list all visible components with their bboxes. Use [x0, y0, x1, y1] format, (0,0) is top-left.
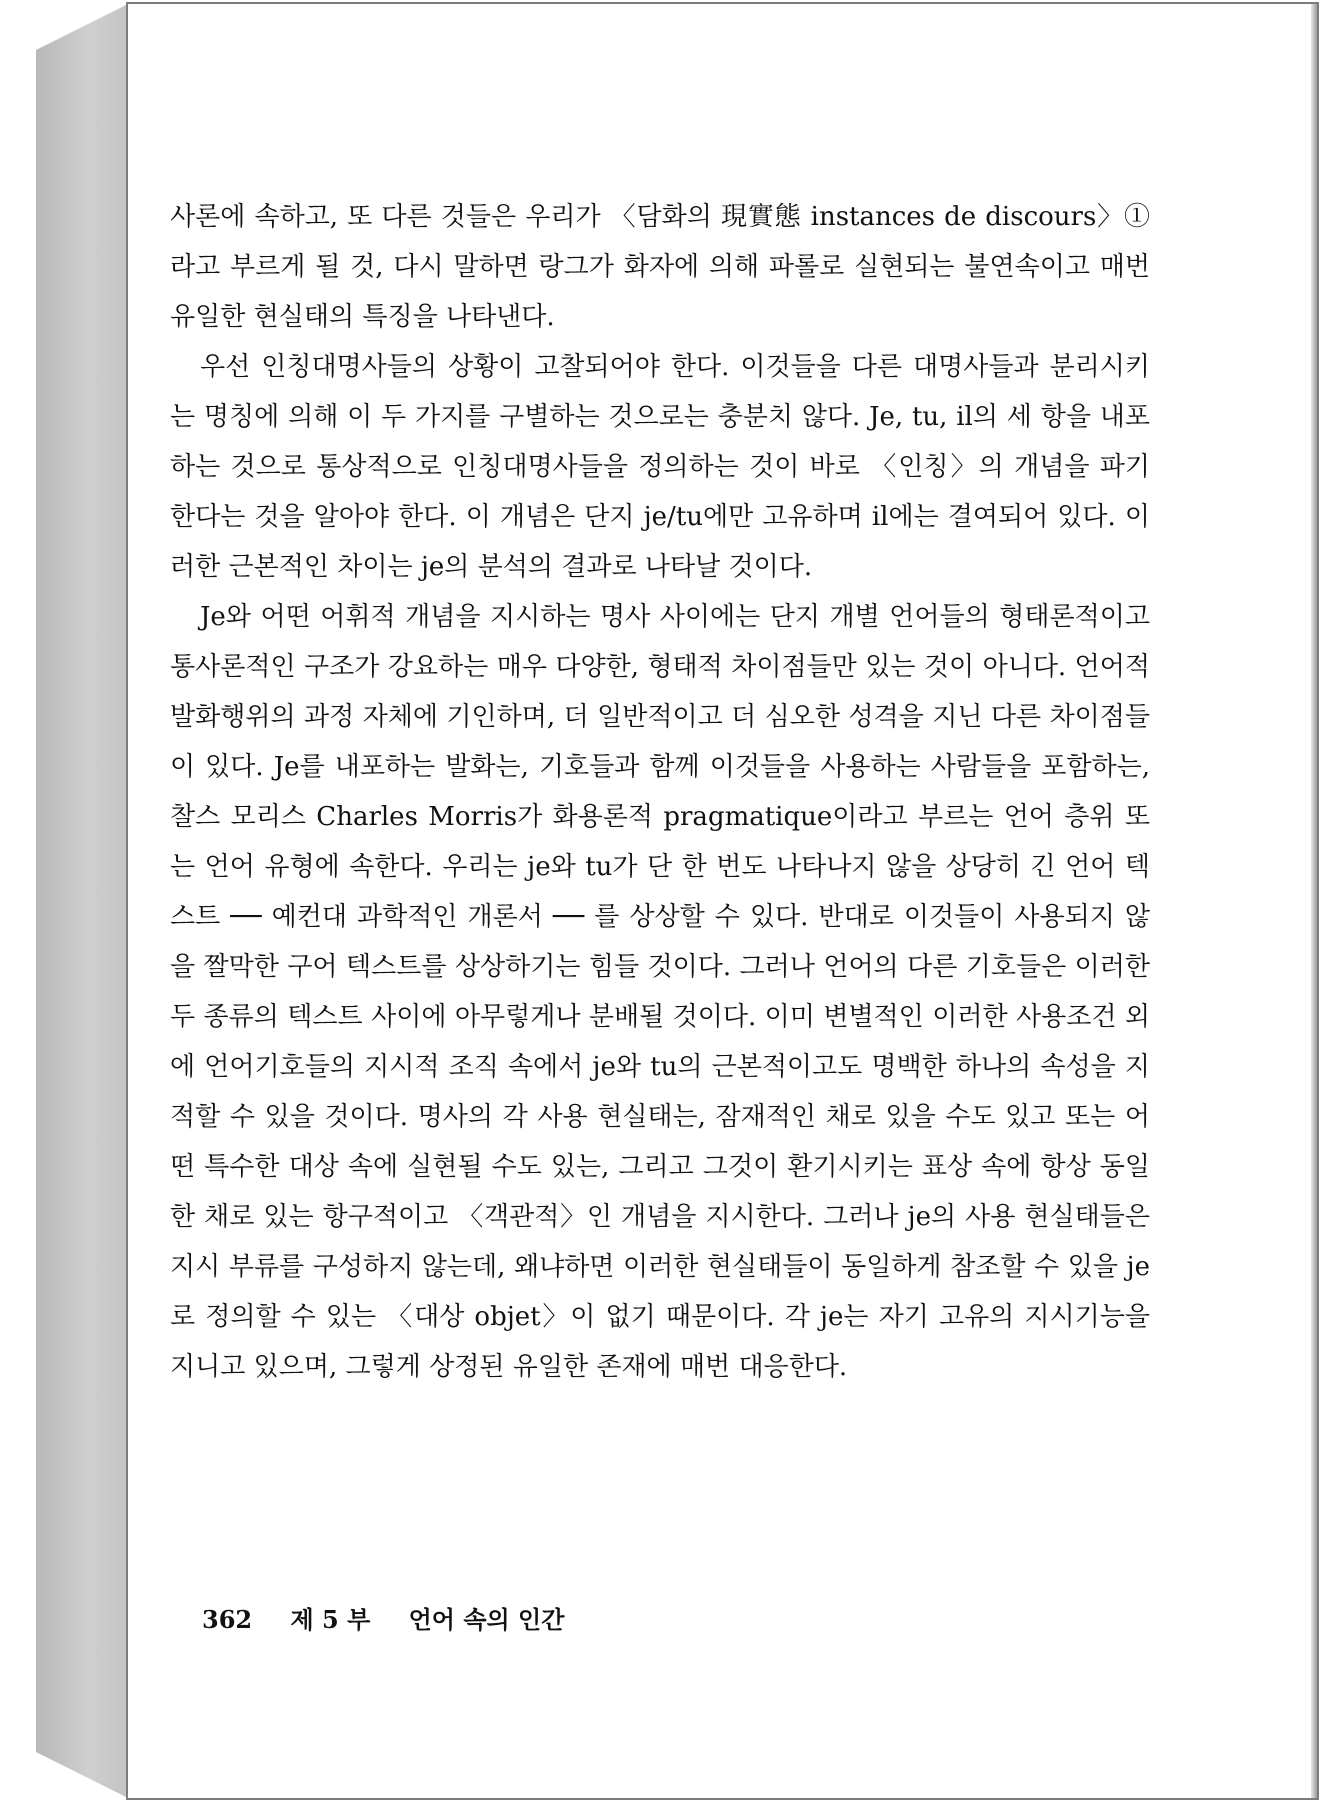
paragraph: 우선 인칭대명사들의 상황이 고찰되어야 한다. 이것들을 다른 대명사들과 분리시키는 명칭에 의해 이 두 가지를 구별하는 것으로는 충분치 않다. Je, tu, il의 세 항을 내포하는 것으로 통상적으로 인칭대명사들을 정의하는 것이 바로 〈인칭〉의 개념을 파기한다는 것을 알아야 한다. 이 개념은 단지 je/tu에만 고유하며 il에는 결여되어 있다. 이러한 근본적인 차이는 je의 분석의 결과로 나타날 것이다. — [170, 352, 1150, 582]
paragraph: 사론에 속하고, 또 다른 것들은 우리가 〈담화의 現實態 instances de discours〉①라고 부르게 될 것, 다시 말하면 랑그가 화자에 의해 파롤로 실현되는 불연속이고 매번 유일한 현실태의 특징을 나타낸다. — [170, 202, 1150, 332]
body-text — [170, 192, 1150, 1392]
page-edge — [1311, 4, 1317, 1798]
part-label: 제 5 부 — [290, 1605, 371, 1634]
book-spine — [36, 2, 132, 1800]
page-footer — [202, 1600, 594, 1635]
running-title: 언어 속의 인간 — [408, 1605, 565, 1634]
page-number: 362 — [202, 1605, 253, 1634]
paragraph: Je와 어떤 어휘적 개념을 지시하는 명사 사이에는 단지 개별 언어들의 형태론적이고 통사론적인 구조가 강요하는 매우 다양한, 형태적 차이점들만 있는 것이 아니다. 언어적 발화행위의 과정 자체에 기인하며, 더 일반적이고 더 심오한 성격을 지닌 다른 차이점들이 있다. Je를 내포하는 발화는, 기호들과 함께 이것들을 사용하는 사람들을 포함하는, 찰스 모리스 Charles Morris가 화용론적 pragmatique이라고 부르는 언어 층위 또는 언어 유형에 속한다. 우리는 je와 tu가 단 한 번도 나타나지 않을 상당히 긴 언어 텍스트 ── 예컨대 과학적인 개론서 ── 를 상상할 수 있다. 반대로 이것들이 사용되지 않을 짤막한 구어 텍스트를 상상하기는 힘들 것이다. 그러나 언어의 다른 기호들은 이러한 두 종류의 텍스트 사이에 아무렇게나 분배될 것이다. 이미 변별적인 이러한 사용조건 외에 언어기호들의 지시적 조직 속에서 je와 tu의 근본적이고도 명백한 하나의 속성을 지적할 수 있을 것이다. 명사의 각 사용 현실태는, 잠재적인 채로 있을 수도 있고 또는 어떤 특수한 대상 속에 실현될 수도 있는, 그리고 그것이 환기시키는 표상 속에 항상 동일한 채로 있는 항구적이고 〈객관적〉인 개념을 지시한다. 그러나 je의 사용 현실태들은 지시 부류를 구성하지 않는데, 왜냐하면 이러한 현실태들이 동일하게 참조할 수 있을 je로 정의할 수 있는 〈대상 objet〉이 없기 때문이다. 각 je는 자기 고유의 지시기능을 지니고 있으며, 그렇게 상정된 유일한 존재에 매번 대응한다. — [170, 602, 1150, 1382]
